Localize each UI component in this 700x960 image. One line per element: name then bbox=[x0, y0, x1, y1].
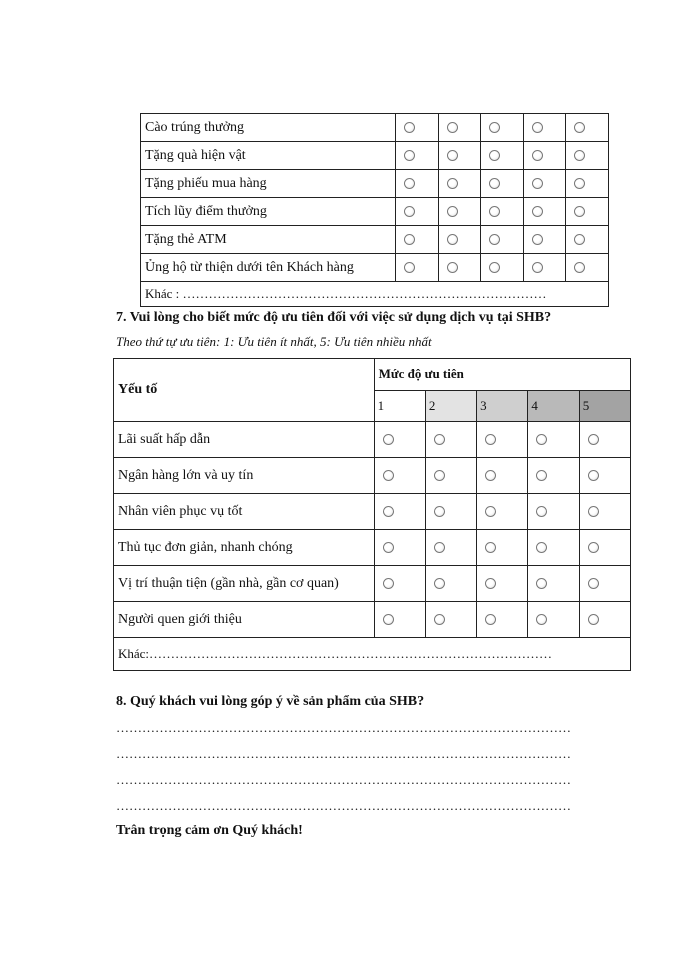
radio-option[interactable] bbox=[404, 122, 415, 133]
radio-option[interactable] bbox=[536, 614, 547, 625]
priority-table bbox=[113, 358, 631, 671]
radio-option[interactable] bbox=[532, 234, 543, 245]
row-label: Vị trí thuận tiện (gần nhà, gần cơ quan) bbox=[114, 566, 375, 602]
radio-option[interactable] bbox=[532, 206, 543, 217]
radio-option[interactable] bbox=[383, 434, 394, 445]
radio-option[interactable] bbox=[404, 150, 415, 161]
level-4-header: 4 bbox=[528, 390, 579, 422]
radio-option[interactable] bbox=[434, 578, 445, 589]
level-2-header: 2 bbox=[425, 390, 476, 422]
radio-option[interactable] bbox=[536, 470, 547, 481]
row-label: Tặng phiếu mua hàng bbox=[141, 170, 396, 198]
table-row bbox=[114, 494, 631, 530]
radio-option[interactable] bbox=[588, 470, 599, 481]
radio-option[interactable] bbox=[434, 506, 445, 517]
radio-option[interactable] bbox=[447, 150, 458, 161]
answer-line[interactable]: …………………………………………………………………………………………… bbox=[116, 772, 571, 787]
question-7-title: 7. Vui lòng cho biết mức độ ưu tiên đối với việc sử dụng dịch vụ tại SHB? bbox=[116, 310, 552, 325]
radio-option[interactable] bbox=[536, 578, 547, 589]
priority-header: Mức độ ưu tiên bbox=[374, 359, 630, 391]
table-row bbox=[114, 458, 631, 494]
answer-line[interactable]: …………………………………………………………………………………………… bbox=[116, 798, 571, 813]
level-5-header: 5 bbox=[579, 390, 630, 422]
radio-option[interactable] bbox=[447, 206, 458, 217]
radio-option[interactable] bbox=[588, 578, 599, 589]
level-3-header: 3 bbox=[477, 390, 528, 422]
radio-option[interactable] bbox=[489, 122, 500, 133]
row-label: Nhân viên phục vụ tốt bbox=[114, 494, 375, 530]
radio-option[interactable] bbox=[383, 542, 394, 553]
factor-header: Yếu tố bbox=[114, 359, 375, 422]
table-row bbox=[114, 566, 631, 602]
radio-option[interactable] bbox=[485, 542, 496, 553]
table-row bbox=[114, 602, 631, 638]
radio-option[interactable] bbox=[404, 234, 415, 245]
radio-option[interactable] bbox=[588, 614, 599, 625]
radio-option[interactable] bbox=[489, 206, 500, 217]
radio-option[interactable] bbox=[574, 234, 585, 245]
radio-option[interactable] bbox=[574, 150, 585, 161]
radio-option[interactable] bbox=[434, 434, 445, 445]
radio-option[interactable] bbox=[489, 262, 500, 273]
table-row bbox=[114, 530, 631, 566]
radio-option[interactable] bbox=[485, 470, 496, 481]
question-8-title: 8. Quý khách vui lòng góp ý về sản phẩm của SHB? bbox=[116, 694, 425, 709]
radio-option[interactable] bbox=[574, 262, 585, 273]
other-label: Khác:………………………………………………………………………………… bbox=[118, 645, 553, 661]
radio-option[interactable] bbox=[588, 506, 599, 517]
row-label: Lãi suất hấp dẫn bbox=[114, 422, 375, 458]
table-row-other bbox=[141, 282, 609, 307]
radio-option[interactable] bbox=[536, 506, 547, 517]
level-1-header: 1 bbox=[374, 390, 425, 422]
row-label: Ủng hộ từ thiện dưới tên Khách hàng bbox=[141, 254, 396, 282]
radio-option[interactable] bbox=[536, 434, 547, 445]
radio-option[interactable] bbox=[383, 506, 394, 517]
radio-option[interactable] bbox=[485, 578, 496, 589]
radio-option[interactable] bbox=[434, 470, 445, 481]
answer-line[interactable]: …………………………………………………………………………………………… bbox=[116, 746, 571, 761]
radio-option[interactable] bbox=[574, 206, 585, 217]
radio-option[interactable] bbox=[404, 178, 415, 189]
radio-option[interactable] bbox=[532, 122, 543, 133]
row-label: Tích lũy điểm thưởng bbox=[141, 198, 396, 226]
table-row bbox=[114, 422, 631, 458]
row-label: Tặng quà hiện vật bbox=[141, 142, 396, 170]
radio-option[interactable] bbox=[485, 506, 496, 517]
radio-option[interactable] bbox=[532, 178, 543, 189]
radio-option[interactable] bbox=[447, 234, 458, 245]
radio-option[interactable] bbox=[383, 578, 394, 589]
thanks-text: Trân trọng cảm ơn Quý khách! bbox=[116, 823, 303, 838]
table-row bbox=[141, 198, 609, 226]
radio-option[interactable] bbox=[404, 262, 415, 273]
radio-option[interactable] bbox=[536, 542, 547, 553]
table-row-other bbox=[114, 638, 631, 671]
table-row bbox=[141, 254, 609, 282]
radio-option[interactable] bbox=[447, 122, 458, 133]
radio-option[interactable] bbox=[404, 206, 415, 217]
radio-option[interactable] bbox=[447, 262, 458, 273]
radio-option[interactable] bbox=[489, 178, 500, 189]
table-row bbox=[141, 170, 609, 198]
row-label: Ngân hàng lớn và uy tín bbox=[114, 458, 375, 494]
radio-option[interactable] bbox=[574, 178, 585, 189]
radio-option[interactable] bbox=[532, 262, 543, 273]
row-label: Tặng thẻ ATM bbox=[141, 226, 396, 254]
row-label: Thủ tục đơn giản, nhanh chóng bbox=[114, 530, 375, 566]
row-label: Cào trúng thưởng bbox=[141, 114, 396, 142]
other-label: Khác : ………………………………………………………………………… bbox=[145, 285, 547, 301]
row-label: Người quen giới thiệu bbox=[114, 602, 375, 638]
radio-option[interactable] bbox=[447, 178, 458, 189]
radio-option[interactable] bbox=[383, 614, 394, 625]
radio-option[interactable] bbox=[574, 122, 585, 133]
radio-option[interactable] bbox=[485, 434, 496, 445]
radio-option[interactable] bbox=[532, 150, 543, 161]
radio-option[interactable] bbox=[588, 542, 599, 553]
answer-line[interactable]: …………………………………………………………………………………………… bbox=[116, 720, 571, 735]
radio-option[interactable] bbox=[485, 614, 496, 625]
radio-option[interactable] bbox=[434, 542, 445, 553]
table-row bbox=[141, 226, 609, 254]
radio-option[interactable] bbox=[489, 234, 500, 245]
other-field[interactable] bbox=[114, 638, 631, 671]
radio-option[interactable] bbox=[383, 470, 394, 481]
radio-option[interactable] bbox=[489, 150, 500, 161]
table-row bbox=[141, 142, 609, 170]
promotion-table bbox=[140, 113, 609, 307]
radio-option[interactable] bbox=[588, 434, 599, 445]
radio-option[interactable] bbox=[434, 614, 445, 625]
question-7-subtitle: Theo thứ tự ưu tiên: 1: Ưu tiên ít nhất, 5: Ưu tiên nhiều nhất bbox=[116, 334, 432, 349]
other-field[interactable] bbox=[141, 282, 609, 307]
table-row bbox=[141, 114, 609, 142]
